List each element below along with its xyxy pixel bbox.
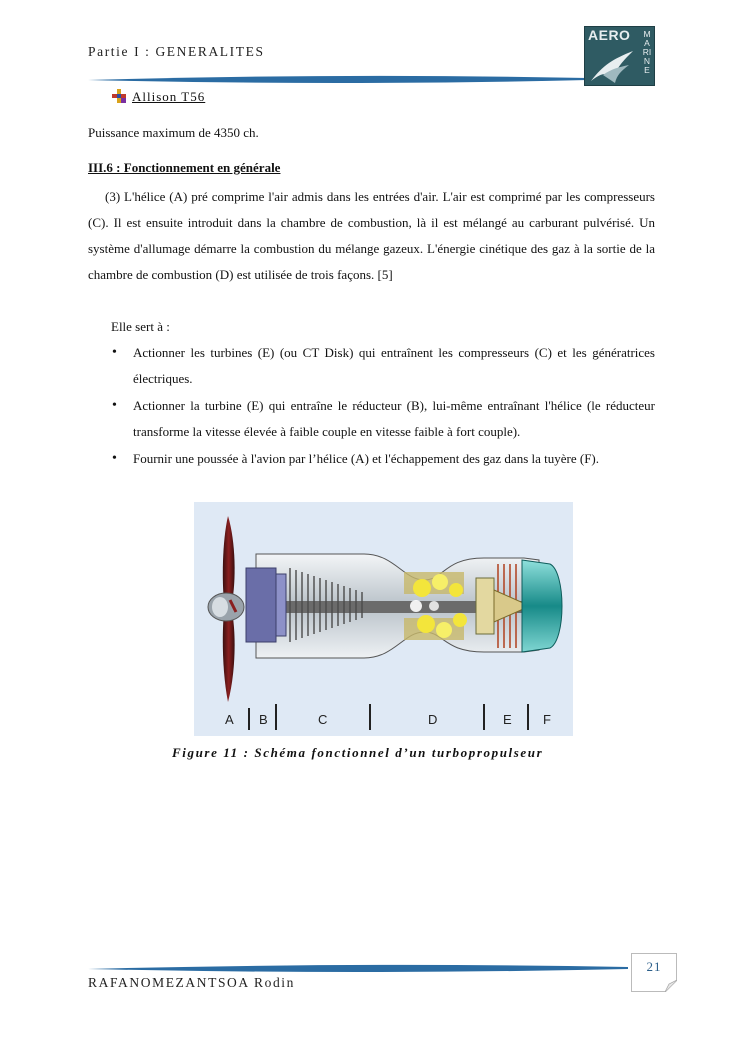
section-title: III.6 : Fonctionnement en générale [88, 160, 281, 175]
bird-icon [589, 45, 641, 85]
page-fold-icon [665, 980, 677, 992]
paragraph-fonctionnement: (3) L'hélice (A) pré comprime l'air admis dans les entrées d'air. L'air est comprimé par les compresseurs (C). Il est ensuite introduit dans la chambre de combustion, là il est mélangé au carburant pulvérisé. Un système d'allumage démarre la combustion du mélange gazeux. L'énergie cinétique des gaz à la sortie de la chambre de combustion (D) est utilisée de trois façons. [5] [88, 189, 655, 282]
fig-label-a: A [225, 712, 234, 727]
arrow-bullet-icon [112, 89, 126, 103]
figure-caption: Figure 11 : Schéma fonctionnel d’un turbopropulseur [172, 745, 544, 760]
page-number-box [631, 953, 677, 992]
list-item: • Fournir une poussée à l'avion par l’hélice (A) et l'échappement des gaz dans la tuyère (F). [111, 446, 655, 472]
list-item: • Actionner les turbines (E) (ou CT Disk) qui entraînent les compresseurs (C) et les génératrices électriques. [111, 340, 655, 392]
turboprop-diagram [194, 502, 573, 736]
header-title: Partie I : GENERALITES [88, 44, 265, 59]
turbine [476, 578, 494, 634]
fig-label-e: E [503, 712, 512, 727]
logo-marine-text: MARINE [642, 29, 652, 75]
turboprop-svg [194, 502, 573, 736]
elle-sert-text: Elle sert à : [111, 319, 170, 334]
puissance-text: Puissance maximum de 4350 ch. [88, 125, 259, 140]
logo-aero-text: AERO [588, 27, 631, 43]
section-dividers [249, 704, 528, 730]
fig-label-c: C [318, 712, 328, 727]
aero-marine-logo [584, 26, 655, 86]
exhaust-nozzle [522, 560, 562, 652]
subsection-label: Allison T56 [132, 89, 206, 104]
page-number: 21 [646, 959, 662, 974]
subsection-heading [112, 89, 205, 105]
footer-rule [88, 963, 628, 975]
fig-label-d: D [428, 712, 438, 727]
header-rule [88, 74, 588, 86]
footer-author: RAFANOMEZANTSOA Rodin [88, 975, 295, 990]
fig-label-f: F [543, 712, 551, 727]
reduction-gearbox [246, 568, 276, 642]
propeller-icon [208, 516, 244, 702]
list-item: • Actionner la turbine (E) qui entraîne le réducteur (B), lui-même entraînant l'hélice (le réducteur transforme la vitesse élevée à faible couple en vitesse faible à fort couple). [111, 393, 655, 445]
bullet-list [111, 340, 655, 473]
fig-label-b: B [259, 712, 268, 727]
